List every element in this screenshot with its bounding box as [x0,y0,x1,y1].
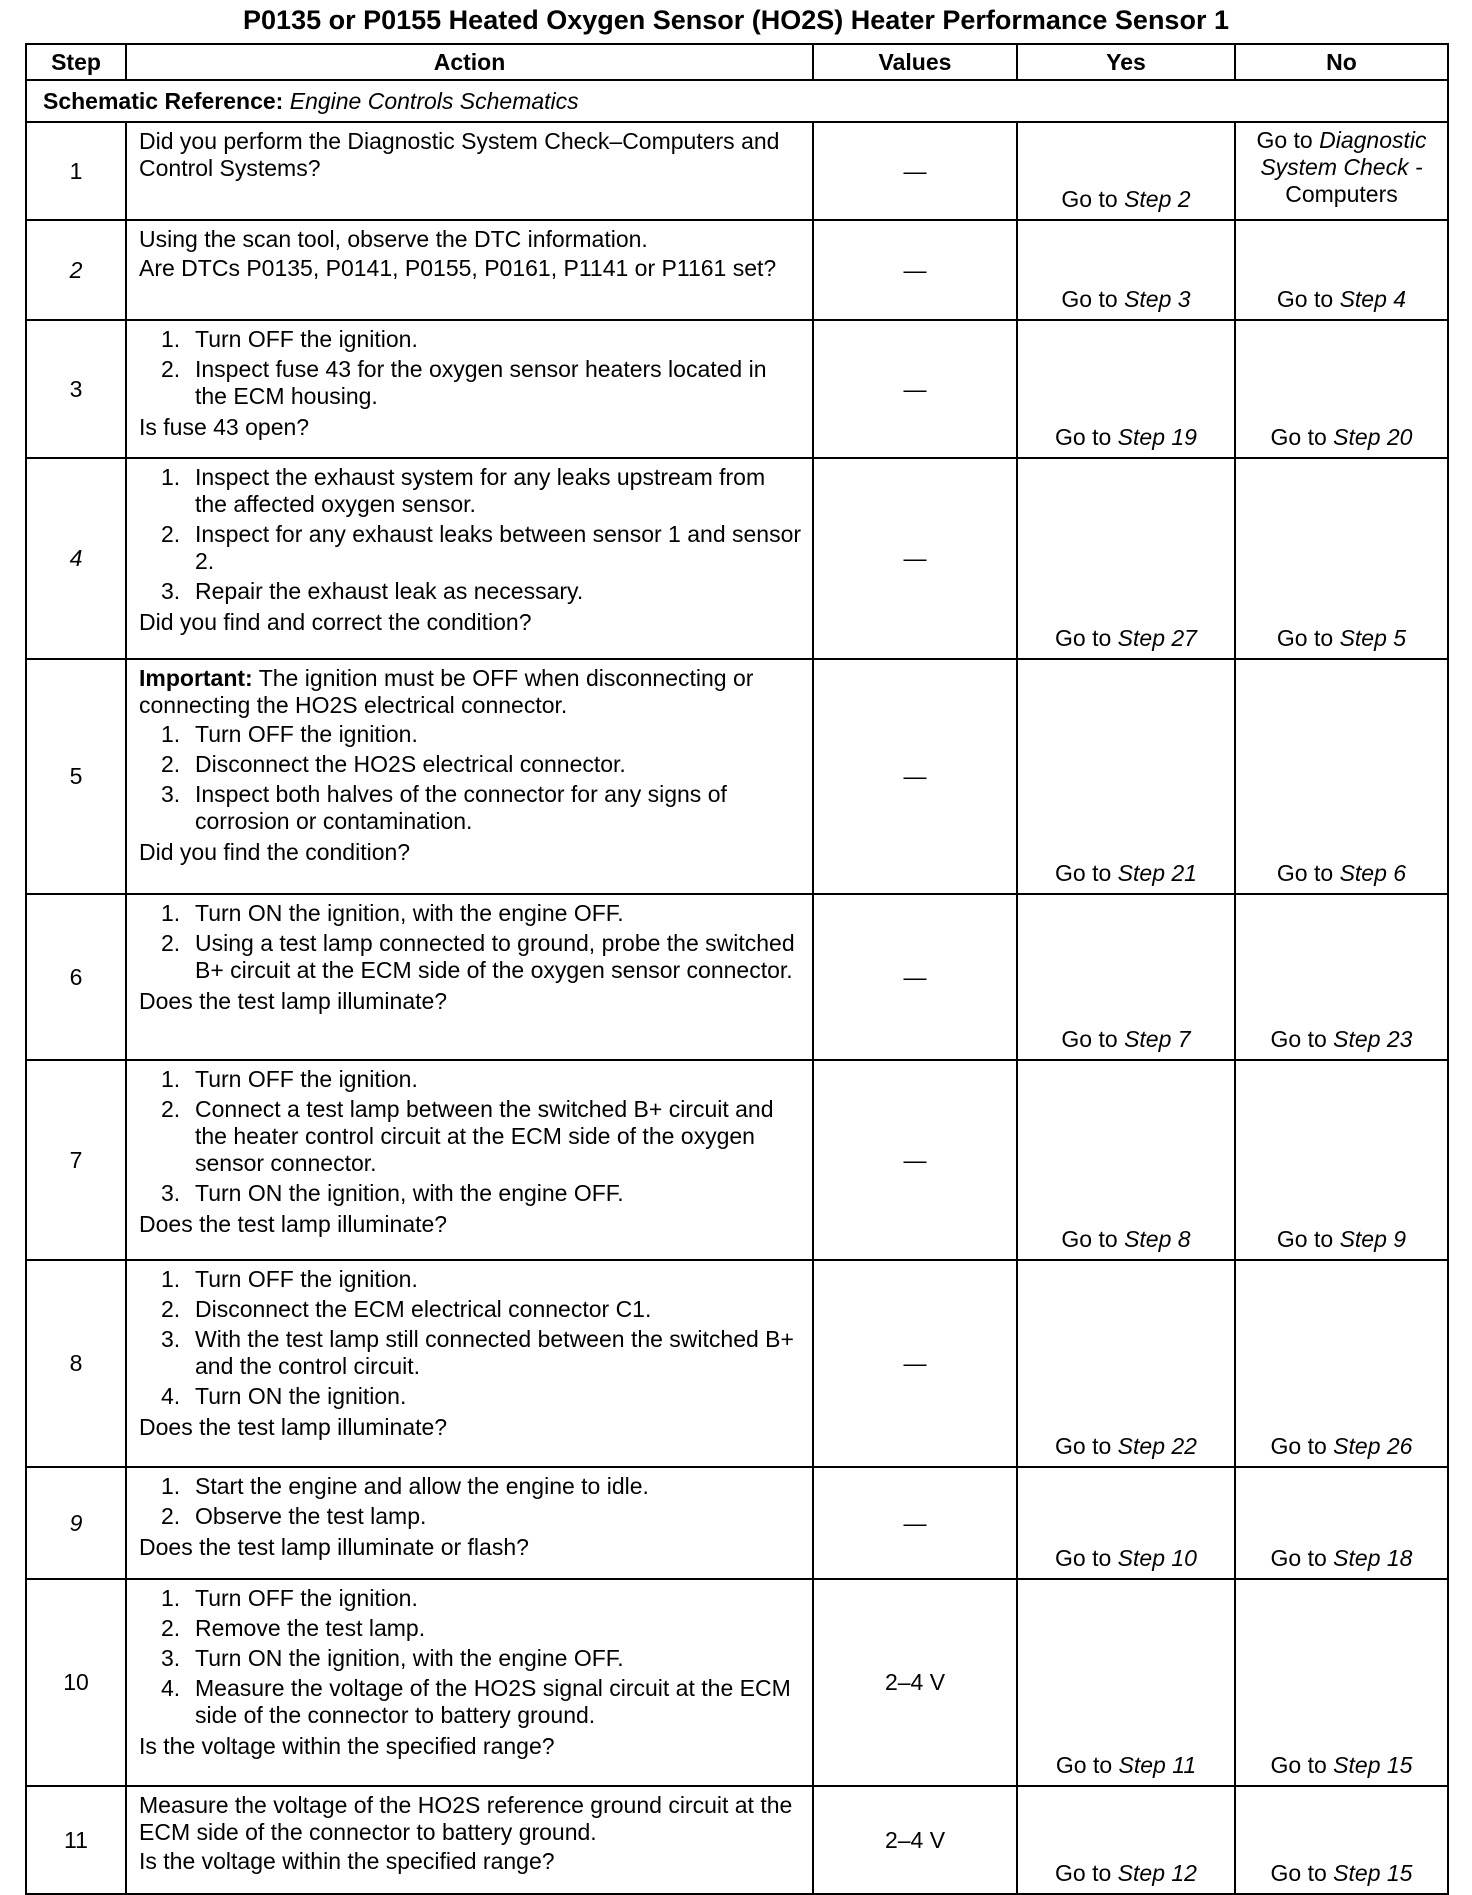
no-goto-cont: Computers [1285,181,1398,207]
action-item-number: 1. [161,721,181,747]
action-text: Using the scan tool, observe the DTC information. [139,226,648,252]
action-item-text: Using a test lamp connected to ground, probe the switched B+ circuit at the ECM side of the oxygen sensor connector. [195,930,795,983]
yes-cell [1017,320,1235,458]
action-item-number: 1. [161,1266,181,1292]
action-item [139,930,802,984]
action-item [139,781,802,835]
goto-prefix: Go to [1055,625,1112,651]
action-question: Is the voltage within the specified range? [139,1848,555,1874]
values-cell: — [813,458,1017,659]
goto-prefix: Go to [1055,860,1112,886]
action-question: Does the test lamp illuminate or flash? [139,1534,529,1560]
action-item-text: Disconnect the HO2S electrical connector. [195,751,626,777]
diagnostic-table [25,43,1449,1895]
goto-step-link[interactable]: Step 23 [1333,1026,1413,1052]
step-row [26,1060,1448,1260]
action-text: Measure the voltage of the HO2S reference ground circuit at the ECM side of the connector to battery ground. [139,1792,793,1845]
action-item [139,1473,802,1500]
action-item [139,1675,802,1729]
goto-prefix: Go to [1055,1433,1112,1459]
goto-prefix: Go to [1256,127,1320,153]
action-item-text: Disconnect the ECM electrical connector C1. [195,1296,652,1322]
yes-cell [1017,1579,1235,1786]
action-item-text: Remove the test lamp. [195,1615,426,1641]
action-item [139,1296,802,1323]
step-number: 2 [26,220,126,320]
action-list [139,464,802,605]
goto-prefix: Go to [1276,1226,1334,1252]
action-item-text: Inspect fuse 43 for the oxygen sensor heaters located in the ECM housing. [195,356,767,409]
action-item [139,1096,802,1177]
goto-step-link[interactable]: Step 15 [1333,1752,1413,1778]
action-item [139,1066,802,1093]
yes-cell [1017,659,1235,894]
action-question: Does the test lamp illuminate? [139,988,448,1014]
action-cell [126,220,813,320]
no-cell [1235,220,1448,320]
goto-step-link[interactable]: Step 8 [1124,1226,1191,1252]
step-row [26,320,1448,458]
goto-prefix: Go to [1270,424,1327,450]
goto-prefix: Go to [1061,1226,1118,1252]
values-cell: — [813,659,1017,894]
yes-goto [1055,625,1197,651]
important-note [139,665,802,719]
action-cell [126,1786,813,1894]
goto-prefix: Go to [1270,1860,1327,1886]
action-item-number: 4. [161,1675,181,1701]
action-question: Does the test lamp illuminate? [139,1211,448,1237]
no-cell [1235,458,1448,659]
no-cell [1235,1786,1448,1894]
action-item [139,1383,802,1410]
goto-prefix: Go to [1061,186,1118,212]
yes-cell [1017,1060,1235,1260]
action-item-number: 2. [161,356,181,382]
no-goto [1277,625,1406,651]
action-item [139,1615,802,1642]
action-item-text: Connect a test lamp between the switched B+ circuit and the heater control circuit at the ECM side of the oxygen sensor connector. [195,1096,774,1176]
yes-cell [1017,1786,1235,1894]
values-cell: — [813,220,1017,320]
action-cell [126,1467,813,1579]
yes-goto [1061,1026,1190,1052]
action-item-text: Turn OFF the ignition. [195,1066,418,1092]
action-item [139,1503,802,1530]
step-number: 4 [26,458,126,659]
goto-step-link[interactable]: Step 12 [1117,1860,1197,1886]
action-item-number: 2. [161,521,181,547]
no-cell [1235,1579,1448,1786]
action-item-text: With the test lamp still connected between the switched B+ and the control circuit. [195,1326,794,1379]
yes-cell [1017,894,1235,1060]
action-item-number: 4. [161,1383,181,1409]
goto-prefix: Go to [1055,1860,1112,1886]
step-number: 3 [26,320,126,458]
schematic-reference-row [26,80,1448,122]
action-item-number: 2. [161,1096,181,1122]
schematic-reference [26,80,1448,122]
action-item-number: 1. [161,900,181,926]
action-item [139,326,802,353]
yes-cell [1017,458,1235,659]
action-text: Did you perform the Diagnostic System Check–Computers and Control Systems? [139,128,780,181]
goto-step-link[interactable]: Step 19 [1117,424,1197,450]
step-row [26,458,1448,659]
values-cell: — [813,1467,1017,1579]
action-question: Is the voltage within the specified range? [139,1733,555,1759]
action-item-number: 1. [161,326,181,352]
action-item [139,1645,802,1672]
header-row [26,44,1448,80]
yes-cell [1017,220,1235,320]
goto-step-link[interactable]: Step 15 [1333,1860,1413,1886]
no-goto [1277,286,1406,312]
yes-goto [1056,1752,1196,1778]
action-item-text: Observe the test lamp. [195,1503,427,1529]
yes-goto [1055,424,1197,450]
schematic-reference-value: Engine Controls Schematics [289,87,579,114]
page-title: P0135 or P0155 Heated Oxygen Sensor (HO2S) Heater Performance Sensor 1 [243,5,1229,35]
goto-step-link[interactable]: Step 5 [1339,625,1407,651]
step-row [26,1579,1448,1786]
action-item-text: Turn ON the ignition, with the engine OFF. [195,900,624,926]
action-item-number: 1. [161,1585,181,1611]
goto-step-link[interactable]: Step 11 [1118,1752,1197,1778]
action-cell [126,1060,813,1260]
values-cell: — [813,1260,1017,1467]
goto-step-link[interactable]: Step 4 [1339,286,1407,312]
action-item-number: 1. [161,1066,181,1092]
goto-prefix: Go to [1276,286,1334,312]
no-cell [1235,1467,1448,1579]
goto-prefix: Go to [1270,1752,1327,1778]
goto-step-link[interactable]: Step 18 [1333,1545,1413,1571]
no-goto [1271,1752,1413,1778]
goto-diagnostic-link[interactable]: Diagnostic System Check - [1260,127,1427,180]
action-item-number: 2. [161,751,181,777]
action-cell [126,1579,813,1786]
action-cell [126,1260,813,1467]
action-item [139,578,802,605]
no-cell [1235,1060,1448,1260]
action-item [139,521,802,575]
no-goto [1242,127,1441,181]
header-step: Step [26,44,126,80]
values-cell: — [813,1060,1017,1260]
action-item-text: Turn ON the ignition. [195,1383,407,1409]
no-goto [1271,1860,1413,1886]
action-item-number: 1. [161,1473,181,1499]
action-item [139,900,802,927]
goto-prefix: Go to [1276,860,1334,886]
step-row [26,894,1448,1060]
values-cell: 2–4 V [813,1786,1017,1894]
no-goto [1271,1026,1413,1052]
header-action: Action [126,44,813,80]
action-item-number: 3. [161,1645,181,1671]
step-number: 10 [26,1579,126,1786]
values-cell: 2–4 V [813,1579,1017,1786]
goto-prefix: Go to [1270,1545,1327,1571]
important-text: The ignition must be OFF when disconnecting or connecting the HO2S electrical connector. [139,665,754,718]
action-question: Is fuse 43 open? [139,414,310,440]
goto-step-link[interactable]: Step 22 [1117,1433,1197,1459]
step-row [26,1786,1448,1894]
step-row [26,1467,1448,1579]
goto-prefix: Go to [1270,1433,1327,1459]
action-item-text: Repair the exhaust leak as necessary. [195,578,584,604]
action-item [139,464,802,518]
goto-prefix: Go to [1270,1026,1327,1052]
action-item-number: 2. [161,1296,181,1322]
action-item-text: Turn ON the ignition, with the engine OFF. [195,1645,624,1671]
no-goto [1277,1226,1406,1252]
action-item-number: 3. [161,1180,181,1206]
action-item-text: Inspect both halves of the connector for any signs of corrosion or contamination. [195,781,727,834]
yes-goto [1061,286,1190,312]
action-item [139,751,802,778]
goto-step-link[interactable]: Step 20 [1333,424,1413,450]
action-list [139,1266,802,1410]
action-item [139,1266,802,1293]
step-number: 8 [26,1260,126,1467]
no-goto [1277,860,1406,886]
action-cell [126,659,813,894]
step-number: 1 [26,122,126,220]
action-item-number: 3. [161,781,181,807]
action-cell [126,894,813,1060]
no-cell [1235,1260,1448,1467]
action-question: Does the test lamp illuminate? [139,1414,448,1440]
action-list [139,721,802,835]
goto-prefix: Go to [1276,625,1334,651]
action-item-number: 2. [161,1503,181,1529]
goto-prefix: Go to [1061,286,1118,312]
action-item-text: Turn OFF the ignition. [195,721,418,747]
action-cell [126,320,813,458]
step-number: 6 [26,894,126,1060]
step-number: 9 [26,1467,126,1579]
goto-step-link[interactable]: Step 26 [1333,1433,1413,1459]
action-item-text: Inspect for any exhaust leaks between sensor 1 and sensor 2. [195,521,802,574]
step-row [26,1260,1448,1467]
action-item-text: Measure the voltage of the HO2S signal circuit at the ECM side of the connector to battery ground. [195,1675,791,1728]
action-item [139,356,802,410]
important-label: Important: [139,665,253,691]
yes-cell [1017,122,1235,220]
action-question: Are DTCs P0135, P0141, P0155, P0161, P1141 or P1161 set? [139,255,777,281]
action-item-text: Start the engine and allow the engine to idle. [195,1473,649,1499]
header-values: Values [813,44,1017,80]
header-yes: Yes [1017,44,1235,80]
yes-goto [1055,1545,1197,1571]
yes-cell [1017,1467,1235,1579]
step-number: 11 [26,1786,126,1894]
action-item [139,1326,802,1380]
no-goto [1271,424,1413,450]
yes-cell [1017,1260,1235,1467]
yes-goto [1055,860,1197,886]
action-cell [126,122,813,220]
action-item-number: 1. [161,464,181,490]
values-cell: — [813,122,1017,220]
goto-step-link[interactable]: Step 6 [1339,860,1407,886]
step-row [26,220,1448,320]
yes-goto [1061,1226,1190,1252]
goto-step-link[interactable]: Step 7 [1124,1026,1191,1052]
action-item-number: 2. [161,1615,181,1641]
goto-step-link[interactable]: Step 10 [1117,1545,1197,1571]
action-list [139,1066,802,1207]
action-item [139,721,802,748]
action-question: Did you find and correct the condition? [139,609,532,635]
action-item [139,1585,802,1612]
step-number: 5 [26,659,126,894]
no-cell [1235,122,1448,220]
action-item-text: Turn OFF the ignition. [195,326,418,352]
values-cell: — [813,320,1017,458]
step-number: 7 [26,1060,126,1260]
no-goto [1271,1433,1413,1459]
goto-step-link[interactable]: Step 2 [1124,186,1191,212]
action-list [139,326,802,410]
action-list [139,1585,802,1729]
no-cell [1235,659,1448,894]
goto-prefix: Go to [1061,1026,1118,1052]
header-no: No [1235,44,1448,80]
schematic-reference-label: Schematic Reference: [43,87,284,114]
action-item-text: Inspect the exhaust system for any leaks upstream from the affected oxygen sensor. [195,464,766,517]
yes-goto [1055,1860,1197,1886]
goto-prefix: Go to [1055,1752,1113,1778]
goto-step-link[interactable]: Step 27 [1117,625,1197,651]
goto-prefix: Go to [1055,424,1112,450]
step-row [26,659,1448,894]
action-item-text: Turn OFF the ignition. [195,1585,418,1611]
action-item-number: 3. [161,578,181,604]
yes-goto [1055,1433,1197,1459]
action-list [139,1473,802,1530]
no-cell [1235,320,1448,458]
action-item-number: 3. [161,1326,181,1352]
values-cell: — [813,894,1017,1060]
goto-prefix: Go to [1055,1545,1112,1571]
action-item-text: Turn ON the ignition, with the engine OFF. [195,1180,624,1206]
no-goto [1271,1545,1413,1571]
yes-goto [1061,186,1190,212]
action-question: Did you find the condition? [139,839,411,865]
action-item [139,1180,802,1207]
step-row [26,122,1448,220]
goto-step-link[interactable]: Step 9 [1339,1226,1407,1252]
action-item-text: Turn OFF the ignition. [195,1266,418,1292]
no-cell [1235,894,1448,1060]
action-item-number: 2. [161,930,181,956]
goto-step-link[interactable]: Step 3 [1124,286,1191,312]
goto-step-link[interactable]: Step 21 [1117,860,1197,886]
action-list [139,900,802,984]
action-cell [126,458,813,659]
